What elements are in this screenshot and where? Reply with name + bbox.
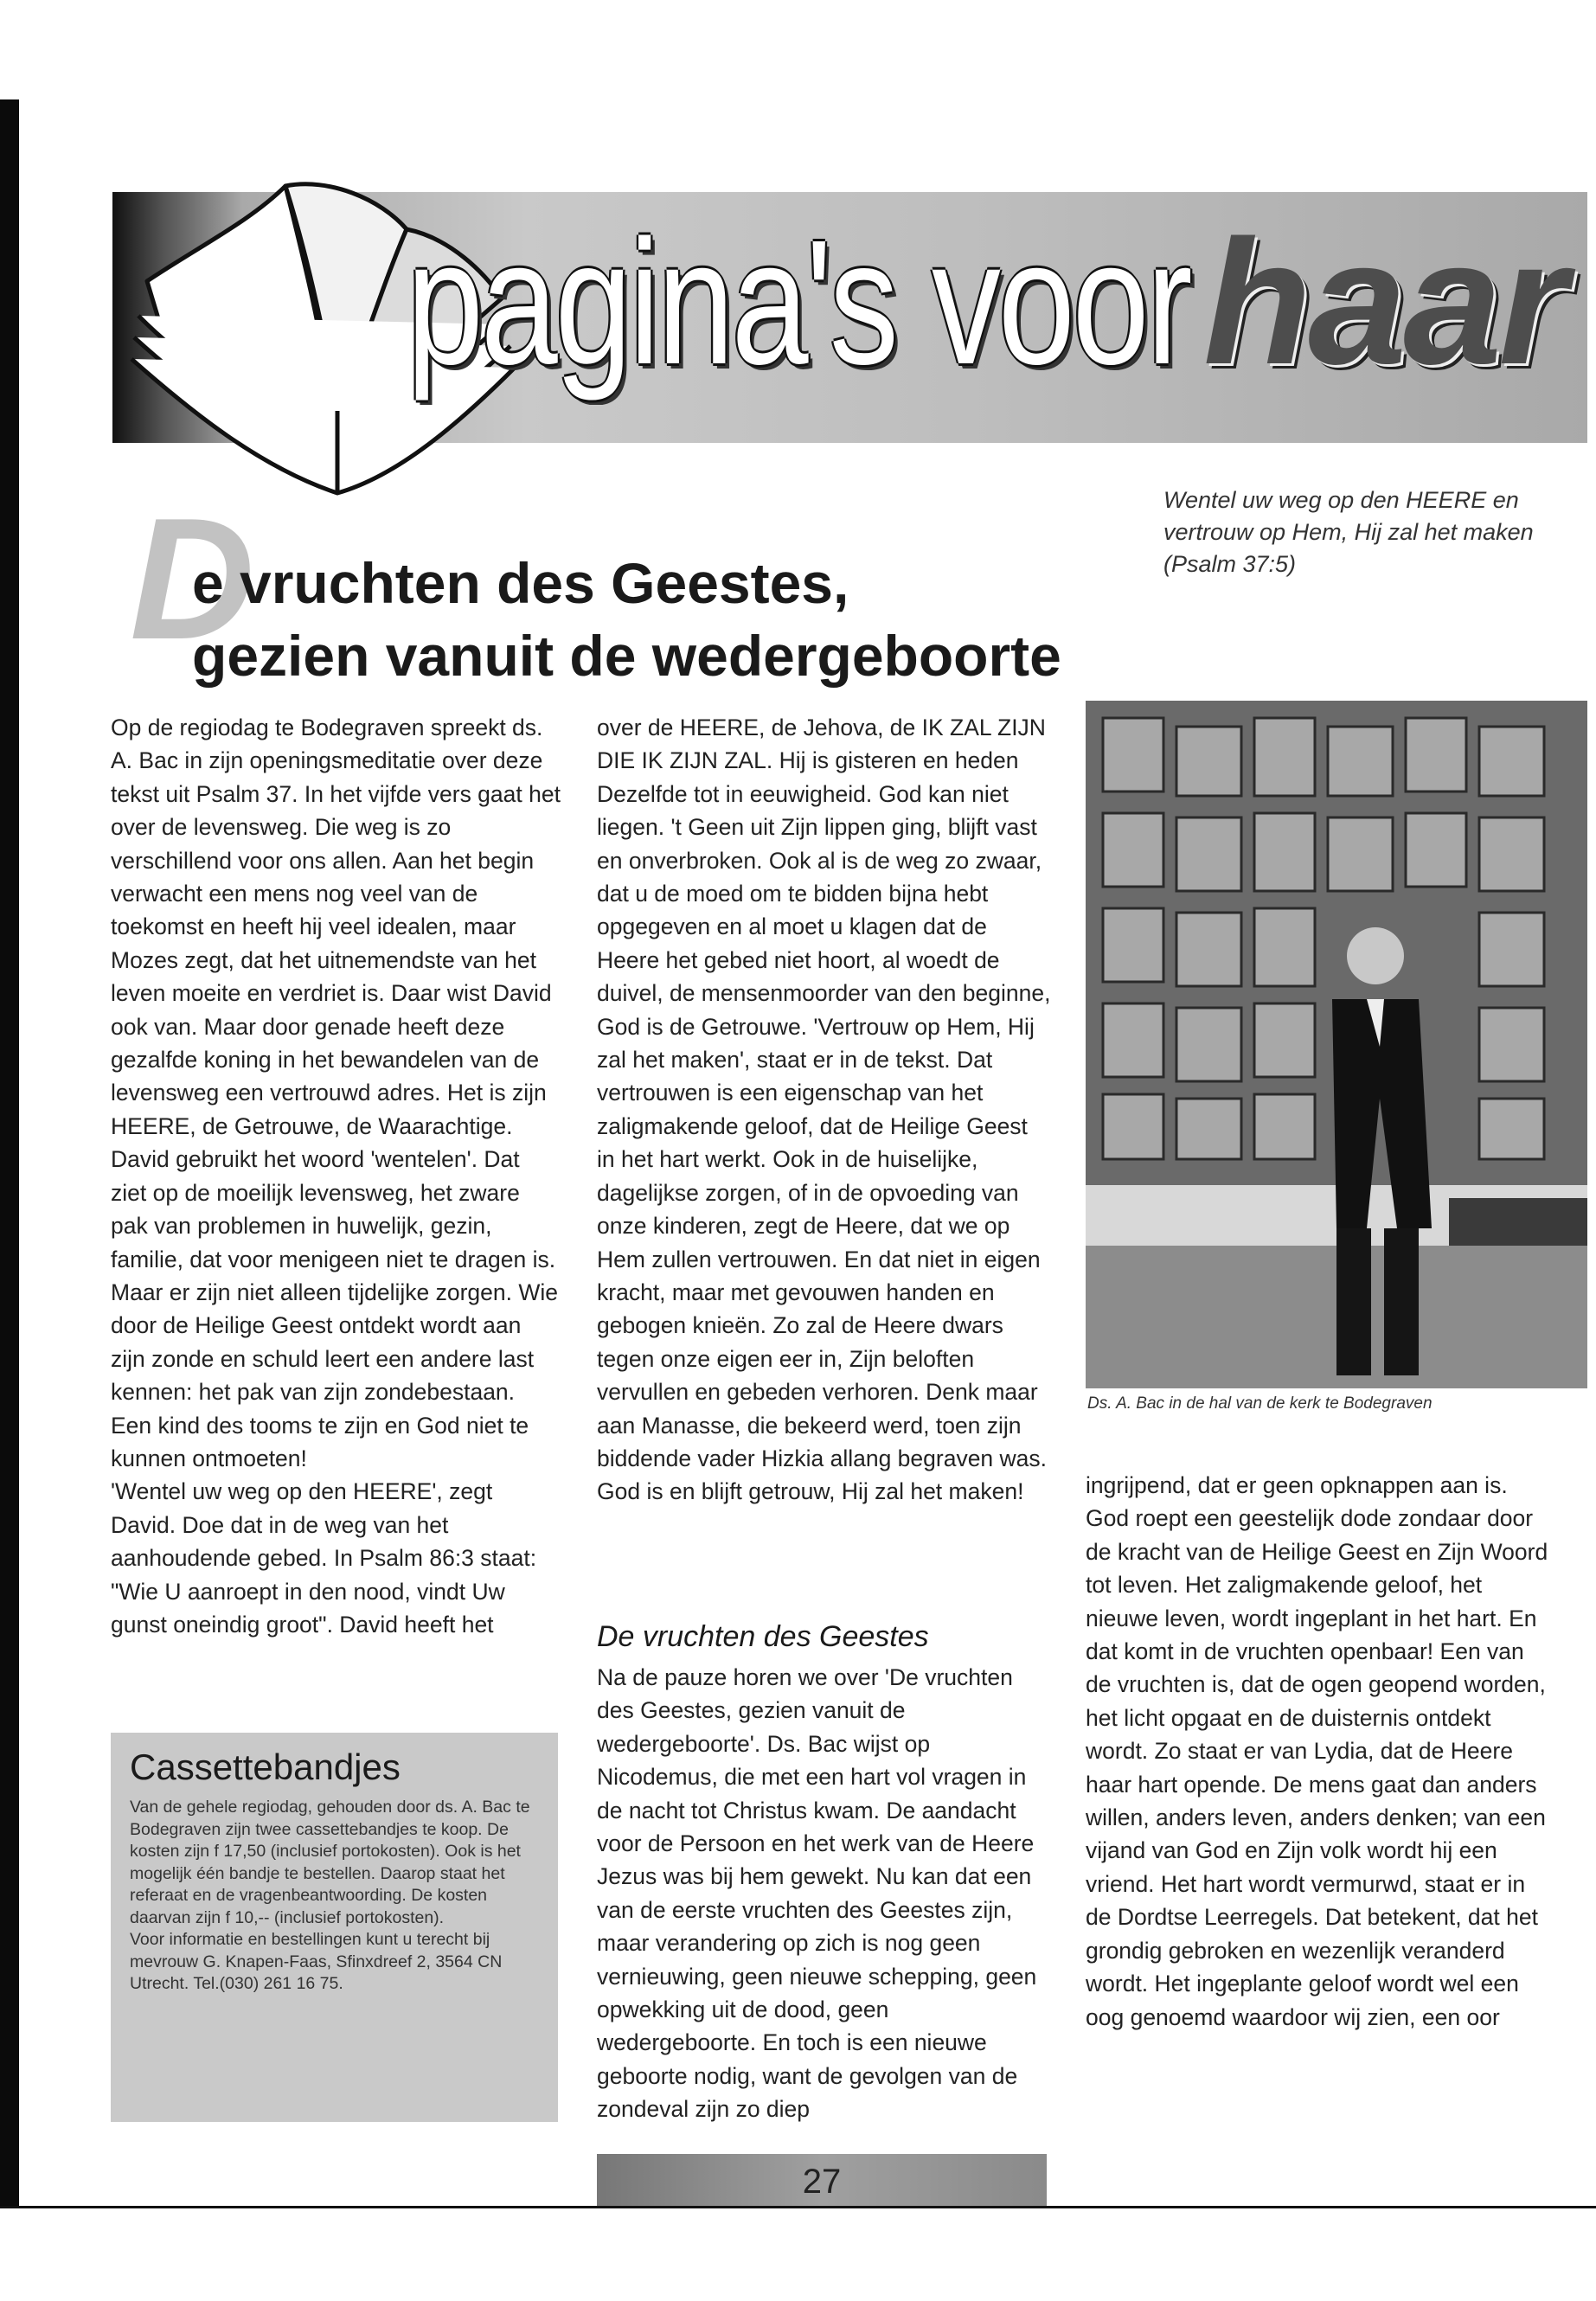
page-number: 27 — [802, 2163, 842, 2201]
article-column-1 — [111, 711, 561, 1641]
paragraph: 'Wentel uw weg op den HEERE', zegt David. Doe dat in de weg van het aanhoudende gebed. In Psalm 86:3 staat: "Wie U aanroept in den nood, vindt Uw gunst oneindig groot". David heeft het — [111, 1478, 537, 1638]
photo-caption: Ds. A. Bac in de hal van de kerk te Bodegraven — [1087, 1394, 1433, 1413]
headline-line-2: gezien vanuit de wedergeboorte — [192, 624, 1061, 688]
box-text — [130, 1797, 545, 1996]
left-edge-bar — [0, 99, 19, 2206]
article-headline — [192, 547, 1061, 692]
headline-dropcap: D — [130, 483, 255, 676]
box-paragraph: Van de gehele regiodag, gehouden door ds. A. Bac te Bodegraven zijn twee cassettebandjes te koop. De kosten zijn f 17,50 (inclusief portokosten). Ook is het mogelijk één bandje te bestellen. Daarop staat het referaat en de vragenbeantwoording. De kosten daarvan zijn f 10,-- (inclusief portokosten). — [130, 1798, 530, 1927]
section-title-bold: haar — [1202, 203, 1565, 401]
box-title: Cassettebandjes — [130, 1747, 401, 1787]
cassette-info-box — [111, 1733, 558, 2122]
motto-quote: Wentel uw weg op den HEERE en vertrouw op Hem, Hij zal het maken (Psalm 37:5) — [1163, 487, 1534, 577]
section-subheading: De vruchten des Geestes — [597, 1620, 929, 1653]
headline-line-1: e vruchten des Geestes, — [192, 551, 849, 615]
photo-illustration — [1086, 701, 1587, 1388]
paragraph: Na de pauze horen we over 'De vruchten des Geestes, gezien vanuit de wedergeboorte'. Ds. Bac wijst op Nicodemus, die met een hart vol vragen in de nacht tot Christus kwam. De aandacht voor de Persoon en het werk van de Heere Jezus was bij hem gewekt. Nu kan dat een van de eerste vruchten des Geestes zijn, maar verandering op zich is nog geen vernieuwing, geen nieuwe schepping, geen opwekking uit de dood, geen wedergeboorte. En toch is een nieuwe geboorte nodig, want de gevolgen van de zondeval zijn zo diep — [597, 1664, 1037, 2123]
article-column-3 — [1086, 1469, 1553, 2034]
paragraph: Op de regiodag te Bodegraven spreekt ds. A. Bac in zijn openingsmeditatie over deze tekst uit Psalm 37. In het vijfde vers gaat het over de levensweg. Die weg is zo verschillend voor ons allen. Aan het begin verwacht een mens nog veel van de toekomst en heeft hij veel idealen, maar Mozes zegt, dat het uitnemendste van het leven moeite en verdriet is. Daar wist David ook van. Maar door genade heeft deze gezalfde koning in het bewandelen van de levensweg een vertrouwd adres. Het is zijn HEERE, de Getrouwe, de Waarachtige. David gebruikt het woord 'wentelen'. Dat ziet op de moeilijk levensweg, het zware pak van problemen in huwelijk, gezin, familie, dat voor menigeen niet te dragen is. Maar er zijn niet alleen tijdelijke zorgen. Wie door de Heilige Geest ontdekt wordt aan zijn zonde en schuld leert een andere last kennen: het pak van zijn zondebestaan. Een kind des tooms te zijn en God niet te kunnen ontmoeten! — [111, 715, 561, 1471]
photo — [1086, 701, 1587, 1388]
article-column-2 — [597, 711, 1051, 1509]
article-column-2-continued — [597, 1661, 1051, 2126]
box-paragraph: Voor informatie en bestellingen kunt u terecht bij mevrouw G. Knapen-Faas, Sfinxdreef 2, 3564 CN Utrecht. Tel.(030) 261 16 75. — [130, 1930, 503, 1993]
paragraph: over de HEERE, de Jehova, de IK ZAL ZIJN DIE IK ZIJN ZAL. Hij is gisteren en heden Dezelfde tot in eeuwigheid. God kan niet liegen. 't Geen uit Zijn lippen ging, blijft vast en onverbroken. Ook al is de weg zo zwaar, dat u de moed om te bidden bijna hebt opgegeven en al moet u klagen dat de Heere het gebed niet hoort, al woedt de duivel, de mensenmoorder van den beginne, God is de Getrouwe. 'Vertrouw op Hem, Hij zal het maken', staat er in de tekst. Dat vertrouwen is een eigenschap van het zaligmakende geloof, dat de Heilige Geest in het hart werkt. Ook in de huiselijke, dagelijkse zorgen, of in de opvoeding van onze kinderen, zegt de Heere, dat we op Hem zullen vertrouwen. En dat niet in eigen kracht, maar met gevouwen handen en gebogen knieën. Zo zal de Heere dwars tegen onze eigen eer in, Zijn beloften vervullen en gebeden verhoren. Denk maar aan Manasse, die bekeerd werd, toen zijn biddende vader Hizkia allang begraven was. God is en blijft getrouw, Hij zal het maken! — [597, 715, 1051, 1505]
paragraph: ingrijpend, dat er geen opknappen aan is. God roept een geestelijk dode zondaar door de kracht van de Heilige Geest en Zijn Woord tot leven. Het zaligmakende geloof, het nieuwe leven, wordt ingeplant in het hart. En dat komt in de vruchten openbaar! Een van de vruchten is, dat de ogen geopend worden, het licht opgaat en de duisternis ontdekt wordt. Zo staat er van Lydia, dat de Heere haar hart opende. De mens gaat dan anders willen, anders leven, anders denken; van een vijand van God en Zijn volk wordt hij een vriend. Het hart wordt vermurwd, staat er in de Dordtse Leerregels. Dat betekent, dat het grondig gebroken en wezenlijk veranderd wordt. Het ingeplante geloof wordt wel een oog genoemd waardoor wij zien, een oor — [1086, 1472, 1548, 2030]
bottom-rule — [0, 2206, 1596, 2208]
section-title-plain: pagina's voor — [407, 203, 1190, 401]
page-number-bar — [597, 2154, 1047, 2206]
section-title — [407, 195, 1564, 411]
